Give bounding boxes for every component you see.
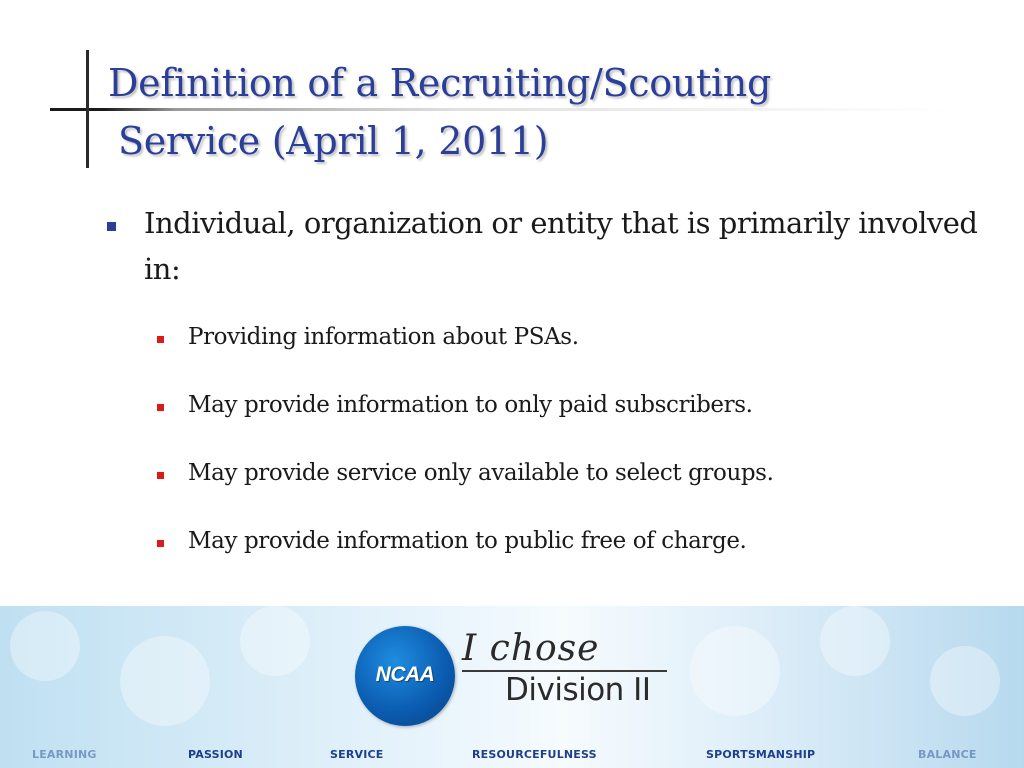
title-line-2: Service (April 1, 2011)	[118, 119, 549, 163]
division-ii-text: Division II	[505, 672, 651, 708]
square-bullet-icon	[107, 222, 116, 231]
square-bullet-icon	[157, 472, 164, 479]
value-label: BALANCE	[918, 748, 977, 761]
sub-bullet-item	[100, 320, 980, 354]
bullet-item	[100, 200, 980, 292]
square-bullet-icon	[157, 540, 164, 547]
value-label: LEARNING	[32, 748, 97, 761]
title-line-1: Definition of a Recruiting/Scouting	[108, 61, 771, 105]
decorative-hexagon	[930, 646, 1000, 716]
slide-title	[108, 54, 988, 170]
i-chose-script: I chose	[462, 628, 600, 669]
ncaa-logo	[355, 626, 455, 726]
decorative-hexagon	[120, 636, 210, 726]
ncaa-division-ii-banner	[0, 606, 1024, 768]
square-bullet-icon	[157, 336, 164, 343]
ncaa-logo-text: NCAA	[375, 663, 435, 686]
sub-bullet-text: May provide information to only paid subscribers.	[188, 392, 753, 418]
sub-bullet-text: May provide service only available to select groups.	[188, 460, 774, 486]
sub-bullet-item	[100, 388, 980, 422]
decorative-hexagon	[240, 606, 310, 676]
slide-body	[100, 200, 980, 558]
value-label: RESOURCEFULNESS	[472, 748, 597, 761]
value-label: SERVICE	[330, 748, 384, 761]
sub-bullet-list	[100, 320, 980, 558]
decorative-hexagon	[690, 626, 780, 716]
sub-bullet-item	[100, 524, 980, 558]
values-strip	[0, 744, 1024, 768]
title-vertical-rule	[86, 50, 89, 168]
square-bullet-icon	[157, 404, 164, 411]
value-label: PASSION	[188, 748, 243, 761]
sub-bullet-text: May provide information to public free of charge.	[188, 528, 747, 554]
decorative-hexagon	[820, 606, 890, 676]
bullet-text: Individual, organization or entity that is primarily involved in:	[144, 206, 978, 286]
value-label: SPORTSMANSHIP	[706, 748, 816, 761]
sub-bullet-item	[100, 456, 980, 490]
decorative-hexagon	[10, 611, 80, 681]
sub-bullet-text: Providing information about PSAs.	[188, 324, 579, 350]
